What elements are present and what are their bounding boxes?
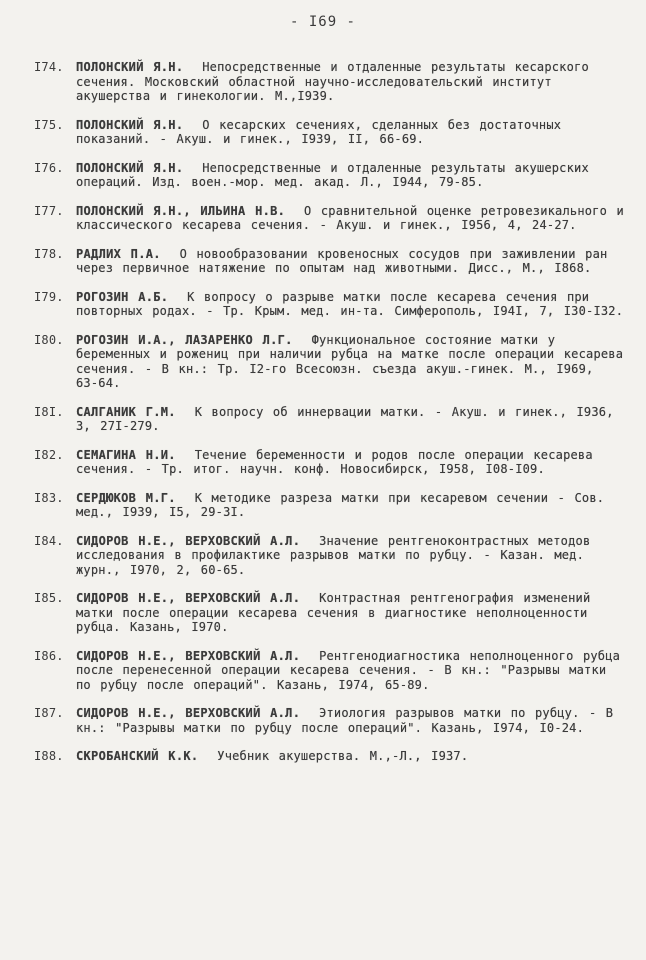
entry-title: Функциональное состояние матки у беременных и рожениц при наличии рубца на матке после операции кесарева сечения. - В кн.: Тр. I2-го Всесоюзн. съезда акуш.-гинек. М., I969, 63-64. [76, 332, 624, 390]
entry-author: СЕМАГИНА Н.И. [76, 447, 176, 462]
bibliography-list [34, 60, 624, 764]
entry-title: Непосредственные и отдаленные результаты кесарского сечения. Московский областной научно-исследовательский институт акушерства и гинекологии. М.,I939. [76, 60, 589, 103]
entry-title: К методике разреза матки при кесаревом сечении - Сов. мед., I939, I5, 29-3I. [76, 490, 605, 519]
entry-author: ПОЛОНСКИЙ Я.Н., ИЛЬИНА Н.В. [76, 203, 286, 218]
entry-number: I8I. [34, 404, 64, 419]
entry-number: I74. [34, 60, 64, 74]
entry-text [76, 333, 624, 391]
entry-text [76, 161, 624, 190]
bibliography-entry [34, 448, 624, 477]
bibliography-entry [34, 60, 624, 104]
entry-author: СЕРДЮКОВ М.Г. [76, 490, 176, 505]
entry-text [76, 60, 624, 104]
entry-text [76, 118, 624, 147]
entry-title: Течение беременности и родов после операции кесарева сечения. - Тр. итог. научн. конф. Новосибирск, I958, I08-I09. [76, 447, 593, 476]
entry-text [76, 405, 624, 434]
entry-number: I88. [34, 749, 64, 763]
entry-number: I86. [34, 648, 64, 663]
entry-title: К вопросу об иннервации матки. - Акуш. и гинек., I936, 3, 27I-279. [76, 404, 614, 433]
entry-title: Этиология разрывов матки по рубцу. - В кн.: "Разрывы матки по рубцу после операций". Казань, I974, I0-24. [76, 706, 614, 735]
entry-number: I83. [34, 490, 64, 505]
bibliography-entry [34, 333, 624, 391]
bibliography-entry [34, 649, 624, 693]
entry-number: I79. [34, 289, 64, 304]
entry-author: СИДОРОВ Н.Е., ВЕРХОВСКИЙ А.Л. [76, 706, 301, 720]
entry-text [76, 534, 624, 578]
entry-title: О кесарских сечениях, сделанных без достаточных показаний. - Акуш. и гинек., I939, II, 66-69. [76, 117, 562, 146]
bibliography-entry [34, 247, 624, 276]
entry-title: Значение рентгеноконтрастных методов исследования в профилактике разрывов матки по рубцу. - Казан. мед. журн., I970, 2, 60-65. [76, 533, 591, 577]
entry-title: К вопросу о разрыве матки после кесарева сечения при повторных родах. - Тр. Крым. мед. ин-та. Симферополь, I94I, 7, I30-I32. [76, 289, 624, 318]
entry-author: РОГОЗИН И.А., ЛАЗАРЕНКО Л.Г. [76, 332, 293, 347]
entry-author: ПОЛОНСКИЙ Я.Н. [76, 117, 184, 132]
entry-author: РОГОЗИН А.Б. [76, 289, 169, 304]
entry-number: I87. [34, 706, 64, 720]
bibliography-entry [34, 491, 624, 520]
entry-number: I84. [34, 533, 64, 548]
entry-number: I85. [34, 591, 64, 605]
entry-author: ПОЛОНСКИЙ Я.Н. [76, 60, 184, 74]
entry-text [76, 448, 624, 477]
entry-text [76, 649, 624, 693]
entry-author: РАДЛИХ П.А. [76, 246, 161, 261]
entry-text [76, 491, 624, 520]
entry-text [76, 706, 624, 735]
entry-number: I77. [34, 203, 64, 218]
bibliography-entry [34, 204, 624, 233]
entry-title: Учебник акушерства. М.,-Л., I937. [217, 749, 469, 763]
entry-author: ПОЛОНСКИЙ Я.Н. [76, 160, 184, 175]
entry-text [76, 204, 624, 233]
entry-text [76, 591, 624, 635]
entry-number: I82. [34, 447, 64, 462]
bibliography-entry [34, 161, 624, 190]
bibliography-entry [34, 591, 624, 635]
entry-author: СИДОРОВ Н.Е., ВЕРХОВСКИЙ А.Л. [76, 648, 301, 663]
entry-title: О новообразовании кровеносных сосудов при заживлении ран через первичное натяжение по опытам над животными. Дисс., М., I868. [76, 246, 608, 275]
bibliography-entry [34, 290, 624, 319]
entry-text [76, 247, 624, 276]
entry-number: I76. [34, 160, 64, 175]
entry-author: СКРОБАНСКИЙ К.К. [76, 749, 199, 763]
entry-author: СИДОРОВ Н.Е., ВЕРХОВСКИЙ А.Л. [76, 533, 301, 548]
bibliography-entry [34, 534, 624, 578]
entry-title: О сравнительной оценке ретровезикального и классического кесарева сечения. - Акуш. и гинек., I956, 4, 24-27. [76, 203, 624, 232]
bibliography-entry [34, 118, 624, 147]
entry-title: Непосредственные и отдаленные результаты акушерских операций. Изд. воен.-мор. мед. акад. Л., I944, 79-85. [76, 160, 589, 189]
entry-title: Рентгенодиагностика неполноценного рубца после перенесенной операции кесарева сечения. - В кн.: "Разрывы матки по рубцу после операций". Казань, I974, 65-89. [76, 648, 621, 692]
entry-text [76, 290, 624, 319]
bibliography-entry [34, 706, 624, 735]
entry-number: I75. [34, 117, 64, 132]
entry-title: Контрастная рентгенография изменений матки после операции кесарева сечения в диагностике неполноценности рубца. Казань, I970. [76, 591, 591, 634]
bibliography-entry [34, 405, 624, 434]
entry-number: I80. [34, 332, 64, 347]
entry-number: I78. [34, 246, 64, 261]
page-number: - I69 - [289, 14, 356, 30]
entry-text [76, 749, 624, 764]
entry-author: СИДОРОВ Н.Е., ВЕРХОВСКИЙ А.Л. [76, 591, 301, 605]
entry-author: САЛГАНИК Г.М. [76, 404, 176, 419]
bibliography-entry [34, 749, 624, 764]
